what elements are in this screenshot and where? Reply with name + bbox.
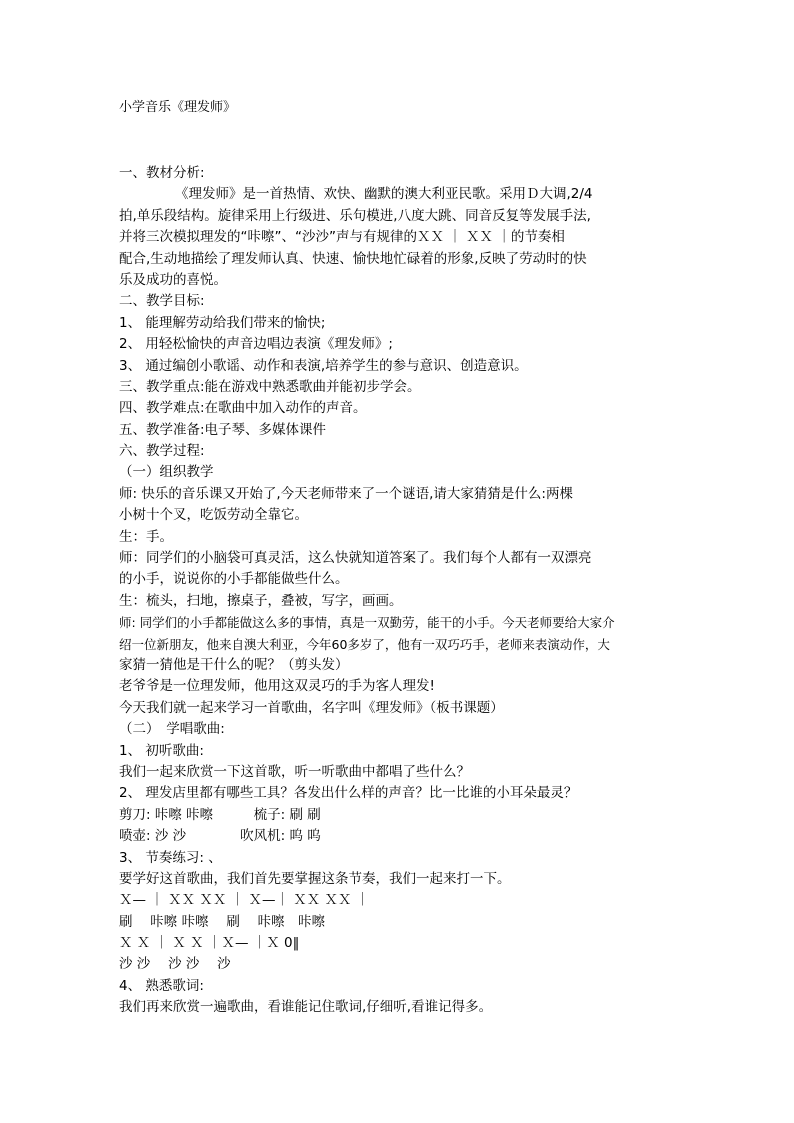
dialogue-line: 师: 同学们的小手都能做这么多的事情，真是一双勤劳，能干的小手。今天老师要给大家介 bbox=[119, 615, 615, 631]
paragraph-line: 我们再来欣赏一遍歌曲，看谁能记住歌词,仔细听,看谁记得多。 bbox=[119, 999, 493, 1016]
section-heading-difficulties: 四、教学难点:在歌曲中加入动作的声音。 bbox=[119, 400, 367, 417]
paragraph-line: 我们一起来欣赏一下这首歌，听一听歌曲中都唱了些什么？ bbox=[119, 763, 470, 780]
dialogue-line: 小树十个叉，吃饭劳动全靠它。 bbox=[119, 507, 308, 524]
paragraph-line: 拍,单乐段结构。旋律采用上行级进、乐句模进,八度大跳、同音反复等发展手法, bbox=[119, 207, 591, 224]
list-item: 2、 理发店里都有哪些工具？各发出什么样的声音？比一比谁的小耳朵最灵？ bbox=[119, 785, 578, 802]
document-title: 小学音乐《理发师》 bbox=[119, 100, 237, 115]
paragraph-line: 要学好这首歌曲，我们首先要掌握这条节奏，我们一起来打一下。 bbox=[119, 870, 511, 887]
dialogue-line: 师: 快乐的音乐课又开始了,今天老师带来了一个谜语,请大家猜猜是什么:两棵 bbox=[119, 485, 573, 502]
paragraph-line: 并将三次模拟理发的“咔嚓”、“沙沙”声与有规律的ＸＸ ｜ ＸＸ ｜的节奏相 bbox=[119, 229, 565, 246]
dialogue-line: 的小手，说说你的小手都能做些什么。 bbox=[119, 571, 349, 588]
dialogue-line: 绍一位新朋友，他来自澳大利亚，今年60多岁了，他有一双巧巧手，老师来表演动作，大 bbox=[119, 636, 610, 652]
dialogue-line: 生：梳头，扫地，擦桌子，叠被，写字，画画。 bbox=[119, 592, 403, 609]
paragraph-line: 配合,生动地描绘了理发师认真、快速、愉快地忙碌着的形象,反映了劳动时的快 bbox=[119, 250, 587, 267]
list-item: 4、 熟悉歌词: bbox=[119, 977, 204, 994]
rhythm-lyrics: 沙 沙 沙 沙 沙 bbox=[119, 956, 231, 973]
list-item: 1、 能理解劳动给我们带来的愉快; bbox=[119, 314, 326, 331]
section-heading-analysis: 一、教材分析: bbox=[119, 165, 205, 181]
dialogue-line: 生：手。 bbox=[119, 528, 173, 545]
list-item: 2、 用轻松愉快的声音边唱边表演《理发师》; bbox=[119, 336, 393, 353]
paragraph-line: 《理发师》是一首热情、欢快、幽默的澳大利亚民歌。采用Ｄ大调,2/4 bbox=[175, 186, 593, 203]
subsection-heading: （一）组织教学 bbox=[119, 464, 214, 481]
tool-sound-line: 剪刀: 咔嚓 咔嚓 梳子: 刷 刷 bbox=[119, 806, 321, 823]
list-item: 3、 节奏练习: 、 bbox=[119, 849, 222, 866]
tool-sound-line: 喷壶: 沙 沙 吹风机: 呜 呜 bbox=[119, 828, 321, 845]
section-heading-preparation: 五、教学准备:电子琴、多媒体课件 bbox=[119, 421, 327, 438]
dialogue-line: 今天我们就一起来学习一首歌曲，名字叫《理发师》（板书课题） bbox=[119, 699, 504, 716]
rhythm-lyrics: 刷 咔嚓 咔嚓 刷 咔嚓 咔嚓 bbox=[119, 913, 326, 930]
dialogue-line: 师：同学们的小脑袋可真灵活，这么快就知道答案了。我们每个人都有一双漂亮 bbox=[119, 550, 592, 567]
list-item: 1、 初听歌曲: bbox=[119, 742, 204, 759]
rhythm-notation: Ｘ— ｜ ＸＸ ＸＸ ｜ Ｘ—｜ ＸＸ ＸＸ ｜ bbox=[119, 892, 370, 909]
subsection-heading: （二） 学唱歌曲: bbox=[119, 721, 225, 738]
paragraph-line: 乐及成功的喜悦。 bbox=[119, 271, 227, 288]
section-heading-key-points: 三、教学重点:能在游戏中熟悉歌曲并能初步学会。 bbox=[119, 378, 421, 395]
list-item: 3、 通过编创小歌谣、动作和表演,培养学生的参与意识、创造意识。 bbox=[119, 357, 528, 374]
document-body bbox=[119, 163, 675, 1019]
section-heading-goals: 二、教学目标: bbox=[119, 293, 205, 310]
dialogue-line: 家猜一猜他是干什么的呢？（剪头发） bbox=[119, 656, 349, 673]
rhythm-notation: Ｘ Ｘ ｜ Ｘ Ｘ ｜Ｘ— ｜Ｘ 0‖ bbox=[119, 935, 300, 952]
dialogue-line: 老爷爷是一位理发师，他用这双灵巧的手为客人理发! bbox=[119, 678, 435, 695]
section-heading-process: 六、教学过程: bbox=[119, 443, 205, 460]
